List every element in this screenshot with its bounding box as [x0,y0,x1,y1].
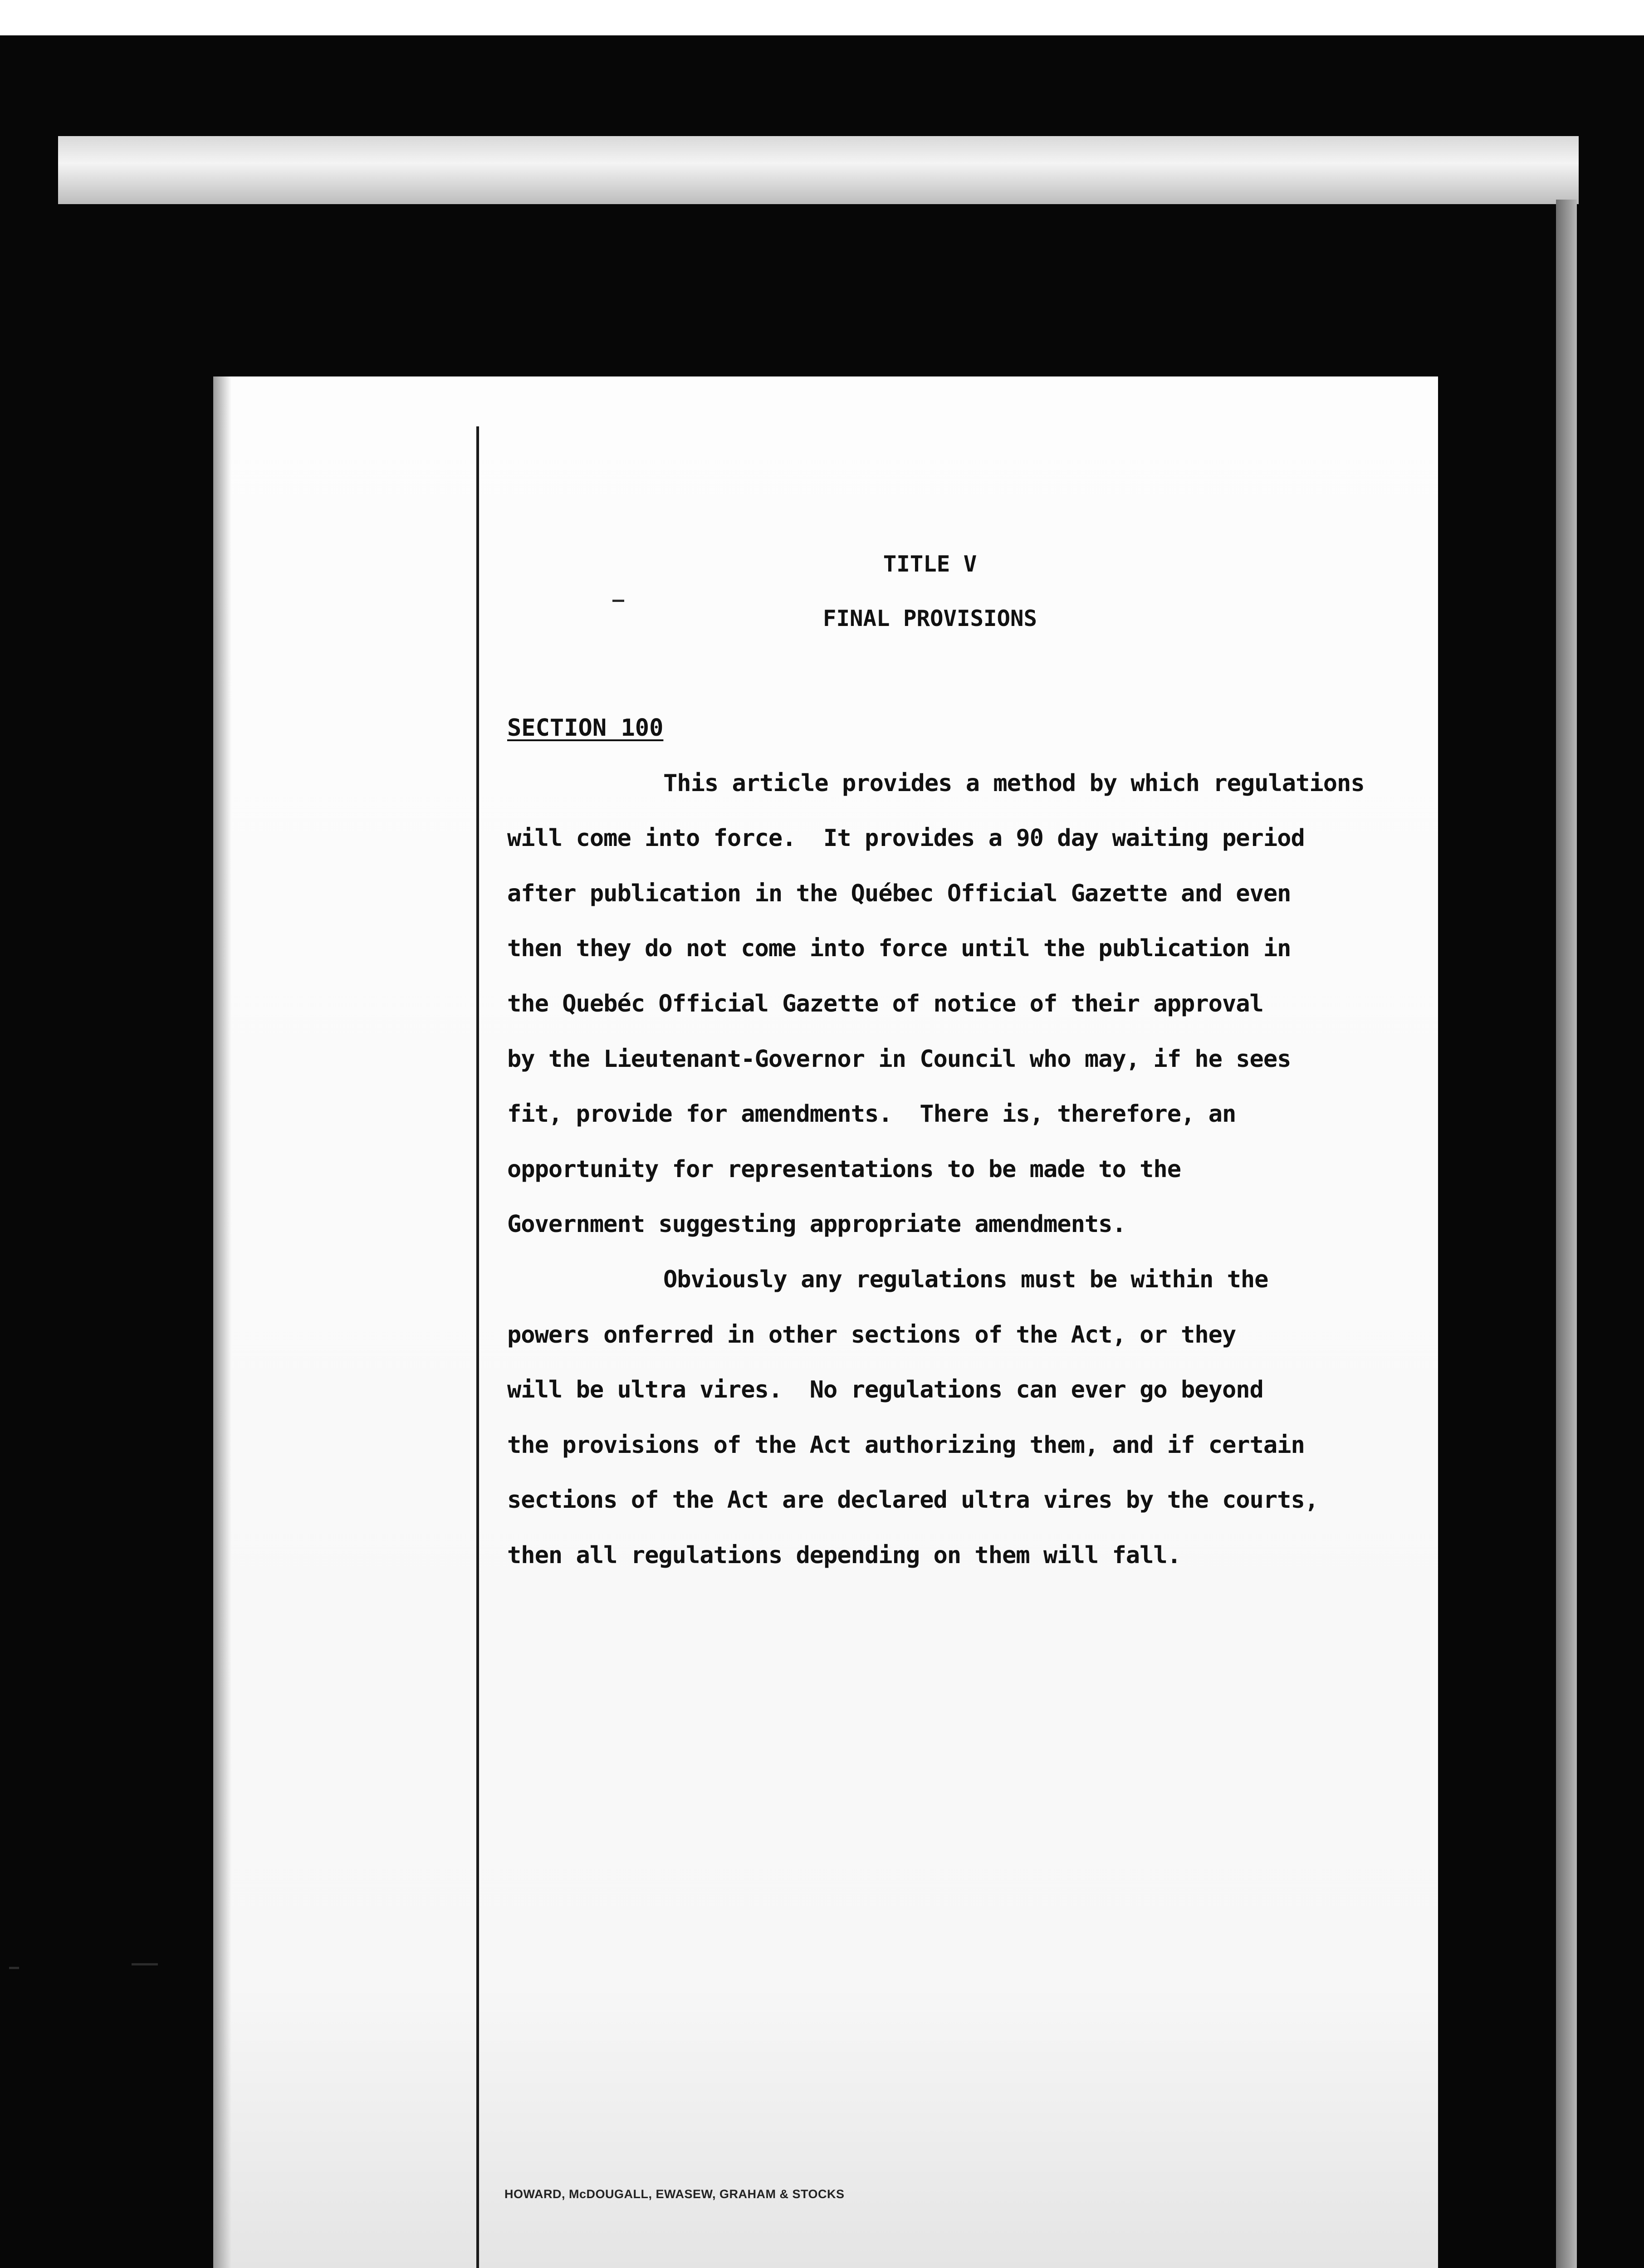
margin-rule [476,426,479,2268]
film-speck [132,1963,158,1965]
paragraph-1-line: will come into force. It provides a 90 day waiting period [507,825,1305,852]
paragraph-1-line: the Quebéc Official Gazette of notice of their approval [507,990,1263,1017]
film-edge-right [1556,200,1577,2268]
paragraph-1-line: fit, provide for amendments. There is, therefore, an [507,1100,1236,1128]
paragraph-2-line: Obviously any regulations must be within the [663,1266,1268,1293]
paragraph-1-line: then they do not come into force until the publication in [507,935,1291,962]
paragraph-2-line: powers onferred in other sections of the Act, or they [507,1321,1236,1349]
page-shadow [213,376,231,2268]
title: TITLE V [883,551,977,577]
film-edge-top [58,136,1579,204]
paragraph-1-line: opportunity for representations to be made to the [507,1156,1181,1183]
paragraph-1-line: after publication in the Québec Official Gazette and even [507,880,1291,907]
subtitle: FINAL PROVISIONS [822,606,1037,631]
film-speck [9,1967,19,1969]
paragraph-2-line: sections of the Act are declared ultra vires by the courts, [507,1486,1319,1514]
paragraph-2-line: the provisions of the Act authorizing them, and if certain [507,1432,1305,1459]
paragraph-2-line: will be ultra vires. No regulations can ever go beyond [507,1376,1263,1403]
paragraph-1-line: Government suggesting appropriate amendments. [507,1211,1126,1238]
law-firm-footer: HOWARD, McDOUGALL, EWASEW, GRAHAM & STOCKS [504,2187,845,2201]
paragraph-1-line: This article provides a method by which regulations [663,770,1365,797]
film-speck [612,600,624,602]
paragraph-2-line: then all regulations depending on them will fall. [507,1542,1181,1569]
paragraph-1-line: by the Lieutenant-Governor in Council who may, if he sees [507,1046,1291,1073]
section-heading: SECTION 100 [507,714,664,742]
